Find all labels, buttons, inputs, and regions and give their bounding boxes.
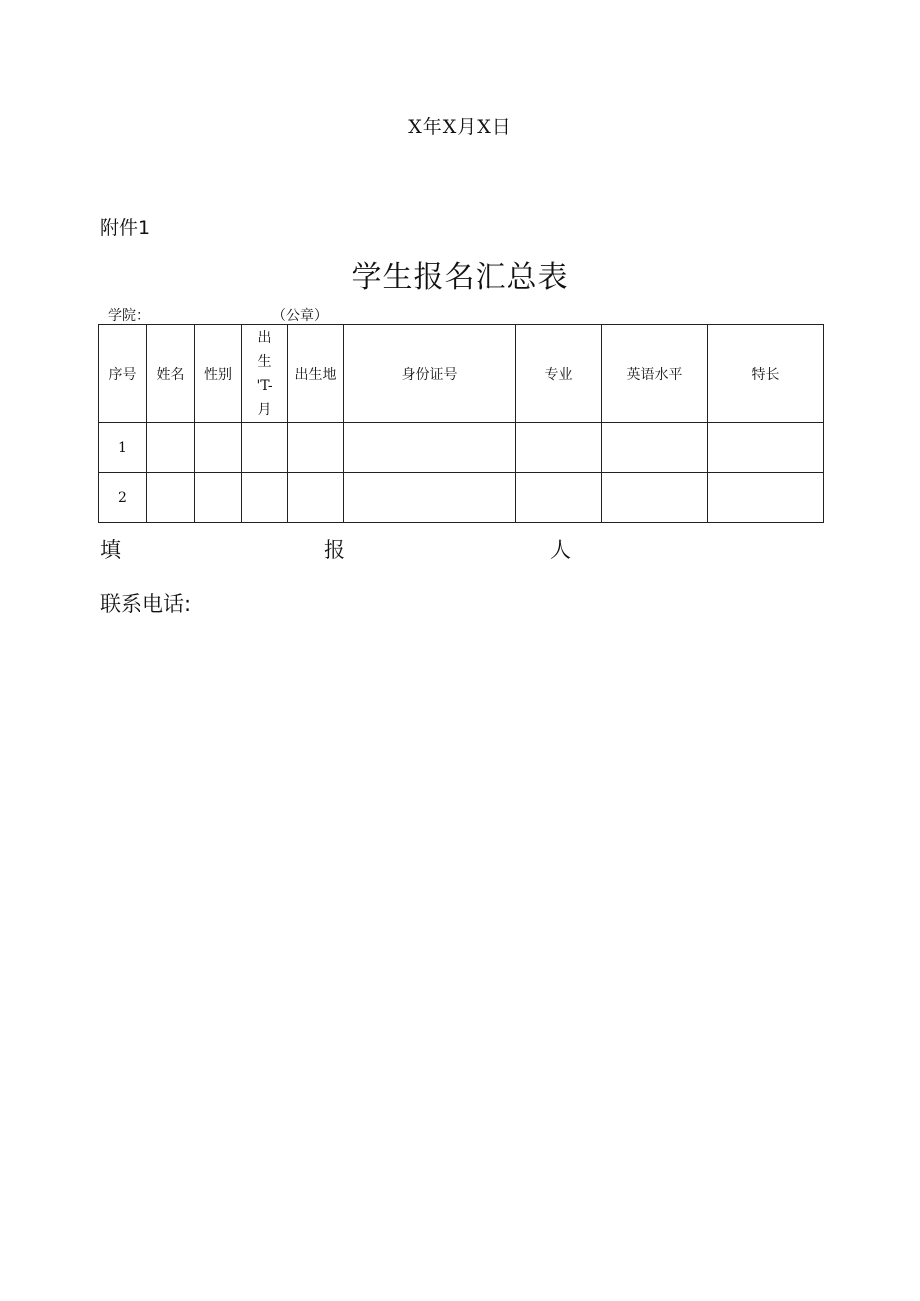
table-cell: 1: [99, 423, 147, 473]
table-row: [99, 473, 824, 523]
registration-table: [98, 324, 824, 523]
contact-phone-label: 联系电话:: [100, 592, 192, 616]
table-header-row: [99, 325, 824, 423]
table-cell[interactable]: [242, 473, 288, 523]
filler-char: 填: [100, 538, 121, 562]
table-cell[interactable]: [195, 473, 242, 523]
birth-header-line: 生: [257, 353, 272, 370]
birth-header-line: 月: [257, 401, 272, 418]
table-cell[interactable]: [516, 423, 602, 473]
header-cell-specialty: 特长: [708, 325, 824, 423]
table-cell: 2: [99, 473, 147, 523]
table-cell[interactable]: [147, 423, 195, 473]
college-label: 学院：: [108, 308, 150, 324]
header-cell-major: 专业: [516, 325, 602, 423]
header-cell-index: 序号: [99, 325, 147, 423]
header-cell-english-level: 英语水平: [602, 325, 708, 423]
birth-header-line: 'T-: [256, 377, 273, 394]
header-cell-name: 姓名: [147, 325, 195, 423]
table-cell[interactable]: [288, 473, 344, 523]
header-cell-id-number: 身份证号: [344, 325, 516, 423]
header-cell-birth-date: [242, 325, 288, 423]
header-cell-gender: 性别: [195, 325, 242, 423]
attachment-label: 附件1: [100, 217, 151, 239]
table-cell[interactable]: [708, 423, 824, 473]
table-cell[interactable]: [195, 423, 242, 473]
filler-char: 报: [324, 538, 345, 562]
page-title: 学生报名汇总表: [351, 260, 569, 295]
table-cell[interactable]: [516, 473, 602, 523]
table-cell[interactable]: [288, 423, 344, 473]
table-row: [99, 423, 824, 473]
header-cell-birthplace: 出生地: [288, 325, 344, 423]
birth-header-line: 出: [257, 329, 272, 346]
filler-line: [100, 534, 580, 564]
seal-label: （公章）: [272, 308, 328, 324]
date-line: X年X月X日: [408, 116, 512, 138]
table-cell[interactable]: [602, 423, 708, 473]
table-cell[interactable]: [708, 473, 824, 523]
table-cell[interactable]: [147, 473, 195, 523]
table-cell[interactable]: [602, 473, 708, 523]
filler-char: 人: [550, 538, 571, 562]
table-cell[interactable]: [344, 423, 516, 473]
table-cell[interactable]: [344, 473, 516, 523]
table-cell[interactable]: [242, 423, 288, 473]
